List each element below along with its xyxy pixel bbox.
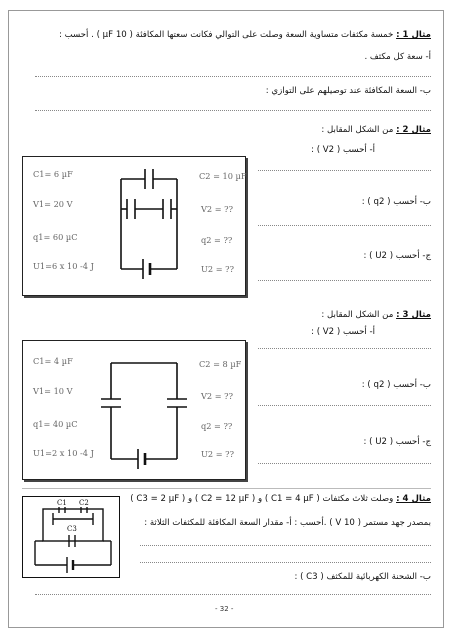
ex2-question-b: ب- أحسب ( q2 ) :: [361, 197, 431, 207]
ex2-u2-label: U2 = ??: [201, 264, 234, 274]
answer-line[interactable]: [35, 76, 431, 77]
ex3-q1-label: q1= 40 µC: [33, 419, 78, 429]
ex3-question-b: ب- أحسب ( q2 ) :: [361, 380, 431, 390]
ex3-q2-label: q2 = ??: [201, 421, 233, 431]
ex2-heading: مثال 2 : من الشكل المقابل :: [321, 125, 431, 135]
ex4-heading: مثال 4 : وصلت ثلاث مكثفات ( C1 = 4 µF ) و ( C2 = 12 µF ) و ( C3 = 2 µF ): [130, 494, 431, 504]
answer-line[interactable]: [140, 545, 431, 546]
ex2-q1-label: q1= 60 µC: [33, 232, 78, 242]
answer-line[interactable]: [258, 405, 431, 406]
ex4-question-b: ب- الشحنة الكهربائية للمكثف ( C3 ) :: [294, 572, 431, 582]
ex1-question-b: ب- السعة المكافئة عند توصيلهم على التوازي :: [265, 86, 431, 96]
section-divider: [22, 488, 431, 489]
ex4-c2-label: C2: [79, 499, 89, 507]
ex3-heading: مثال 3 : من الشكل المقابل :: [321, 310, 431, 320]
answer-line[interactable]: [258, 225, 431, 226]
ex3-v1-label: V1= 10 V: [33, 386, 73, 396]
ex3-circuit-figure: [22, 340, 246, 480]
ex4-circuit-figure: [22, 496, 120, 578]
ex2-v2-label: V2 = ??: [201, 204, 233, 214]
ex2-question-a: أ- أحسب ( V2 ) :: [311, 145, 375, 155]
ex2-q2-label: q2 = ??: [201, 235, 233, 245]
ex3-u1-label: U1=2 x 10 -4 J: [33, 448, 94, 458]
ex2-v1-label: V1= 20 V: [33, 199, 73, 209]
ex2-circuit-figure: [22, 156, 246, 296]
ex2-question-c: ج- أحسب ( U2 ) :: [363, 251, 431, 261]
answer-line[interactable]: [35, 110, 431, 111]
ex3-question-c: ج- أحسب ( U2 ) :: [363, 437, 431, 447]
ex4-question-a: بمصدر جهد مستمر ( 10 V ) .أحسب : أ- مقدار السعة المكافئة للمكثفات الثلاثة :: [144, 518, 431, 528]
answer-line[interactable]: [35, 594, 431, 595]
ex3-question-a: أ- أحسب ( V2 ) :: [311, 327, 375, 337]
page-number: - 32 -: [215, 605, 234, 613]
ex3-v2-label: V2 = ??: [201, 391, 233, 401]
ex3-u2-label: U2 = ??: [201, 449, 234, 459]
answer-line[interactable]: [258, 170, 431, 171]
ex3-c1-label: C1= 4 µF: [33, 356, 73, 366]
ex3-c2-label: C2 = 8 µF: [199, 359, 242, 369]
answer-line[interactable]: [258, 348, 431, 349]
answer-line[interactable]: [140, 562, 431, 563]
answer-line[interactable]: [258, 280, 431, 281]
ex4-c1-label: C1: [57, 499, 67, 507]
ex1-question-a: أ- سعة كل مكثف .: [364, 52, 431, 62]
ex4-c3-label: C3: [67, 525, 77, 533]
answer-line[interactable]: [258, 463, 431, 464]
ex2-c2-label: C2 = 10 µF: [199, 171, 247, 181]
ex4-circuit-diagram: [23, 497, 121, 579]
ex2-c1-label: C1= 6 µF: [33, 169, 73, 179]
ex2-u1-label: U1=6 x 10 -4 J: [33, 261, 94, 271]
ex1-heading: مثال 1 : خمسة مكثفات متساوية السعة وصلت على التوالي فكانت سعتها المكافئة ( 10 µF ) . أحسب :: [58, 30, 431, 40]
